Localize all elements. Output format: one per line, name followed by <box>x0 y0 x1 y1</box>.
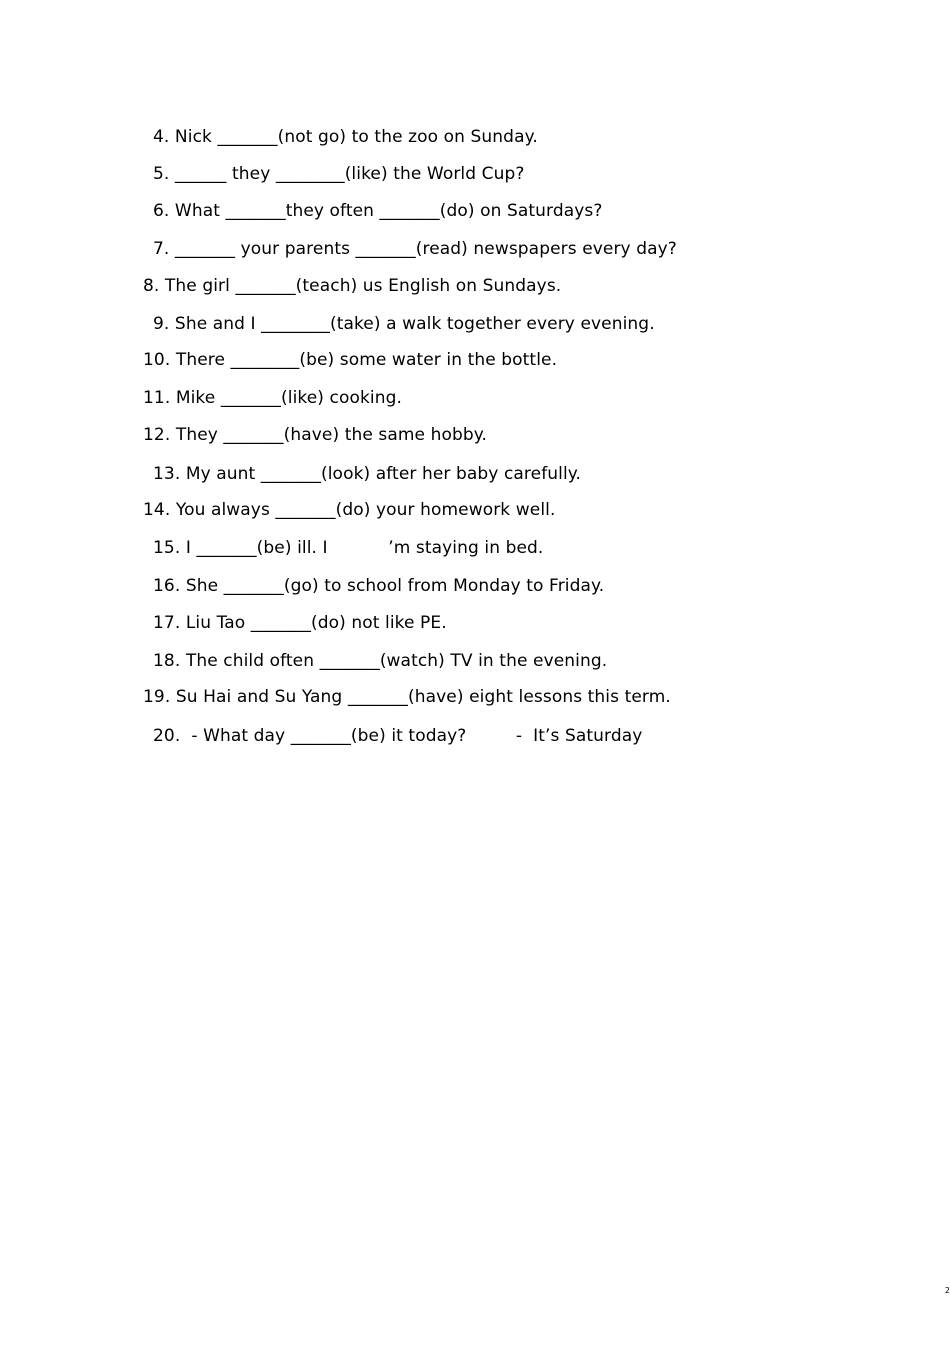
exercise-13: 13. My aunt _______(look) after her baby carefully. <box>153 464 582 484</box>
exercise-11: 11. Mike _______(like) cooking. <box>143 388 403 408</box>
exercise-14: 14. You always _______(do) your homework well. <box>143 500 556 520</box>
exercise-16: 16. She _______(go) to school from Monday to Friday. <box>153 576 605 596</box>
exercise-8: 8. The girl _______(teach) us English on Sundays. <box>143 276 562 296</box>
exercise-4: 4. Nick _______(not go) to the zoo on Sunday. <box>153 127 538 147</box>
exercise-6: 6. What _______they often _______(do) on Saturdays? <box>153 201 603 221</box>
exercise-19: 19. Su Hai and Su Yang _______(have) eight lessons this term. <box>143 687 671 707</box>
exercise-17: 17. Liu Tao _______(do) not like PE. <box>153 613 447 633</box>
exercise-12: 12. They _______(have) the same hobby. <box>143 425 487 445</box>
page-number: 2 <box>944 1286 950 1295</box>
exercise-15: 15. I _______(be) ill. I ’m staying in bed. <box>153 538 544 558</box>
exercise-7: 7. _______ your parents _______(read) newspapers every day? <box>153 239 677 259</box>
exercise-5: 5. ______ they ________(like) the World Cup? <box>153 164 525 184</box>
exercise-18: 18. The child often _______(watch) TV in the evening. <box>153 651 608 671</box>
exercise-9: 9. She and I ________(take) a walk together every evening. <box>153 314 655 334</box>
exercise-10: 10. There ________(be) some water in the bottle. <box>143 350 558 370</box>
exercise-20: 20. - What day _______(be) it today? - It’s Saturday <box>153 726 643 746</box>
